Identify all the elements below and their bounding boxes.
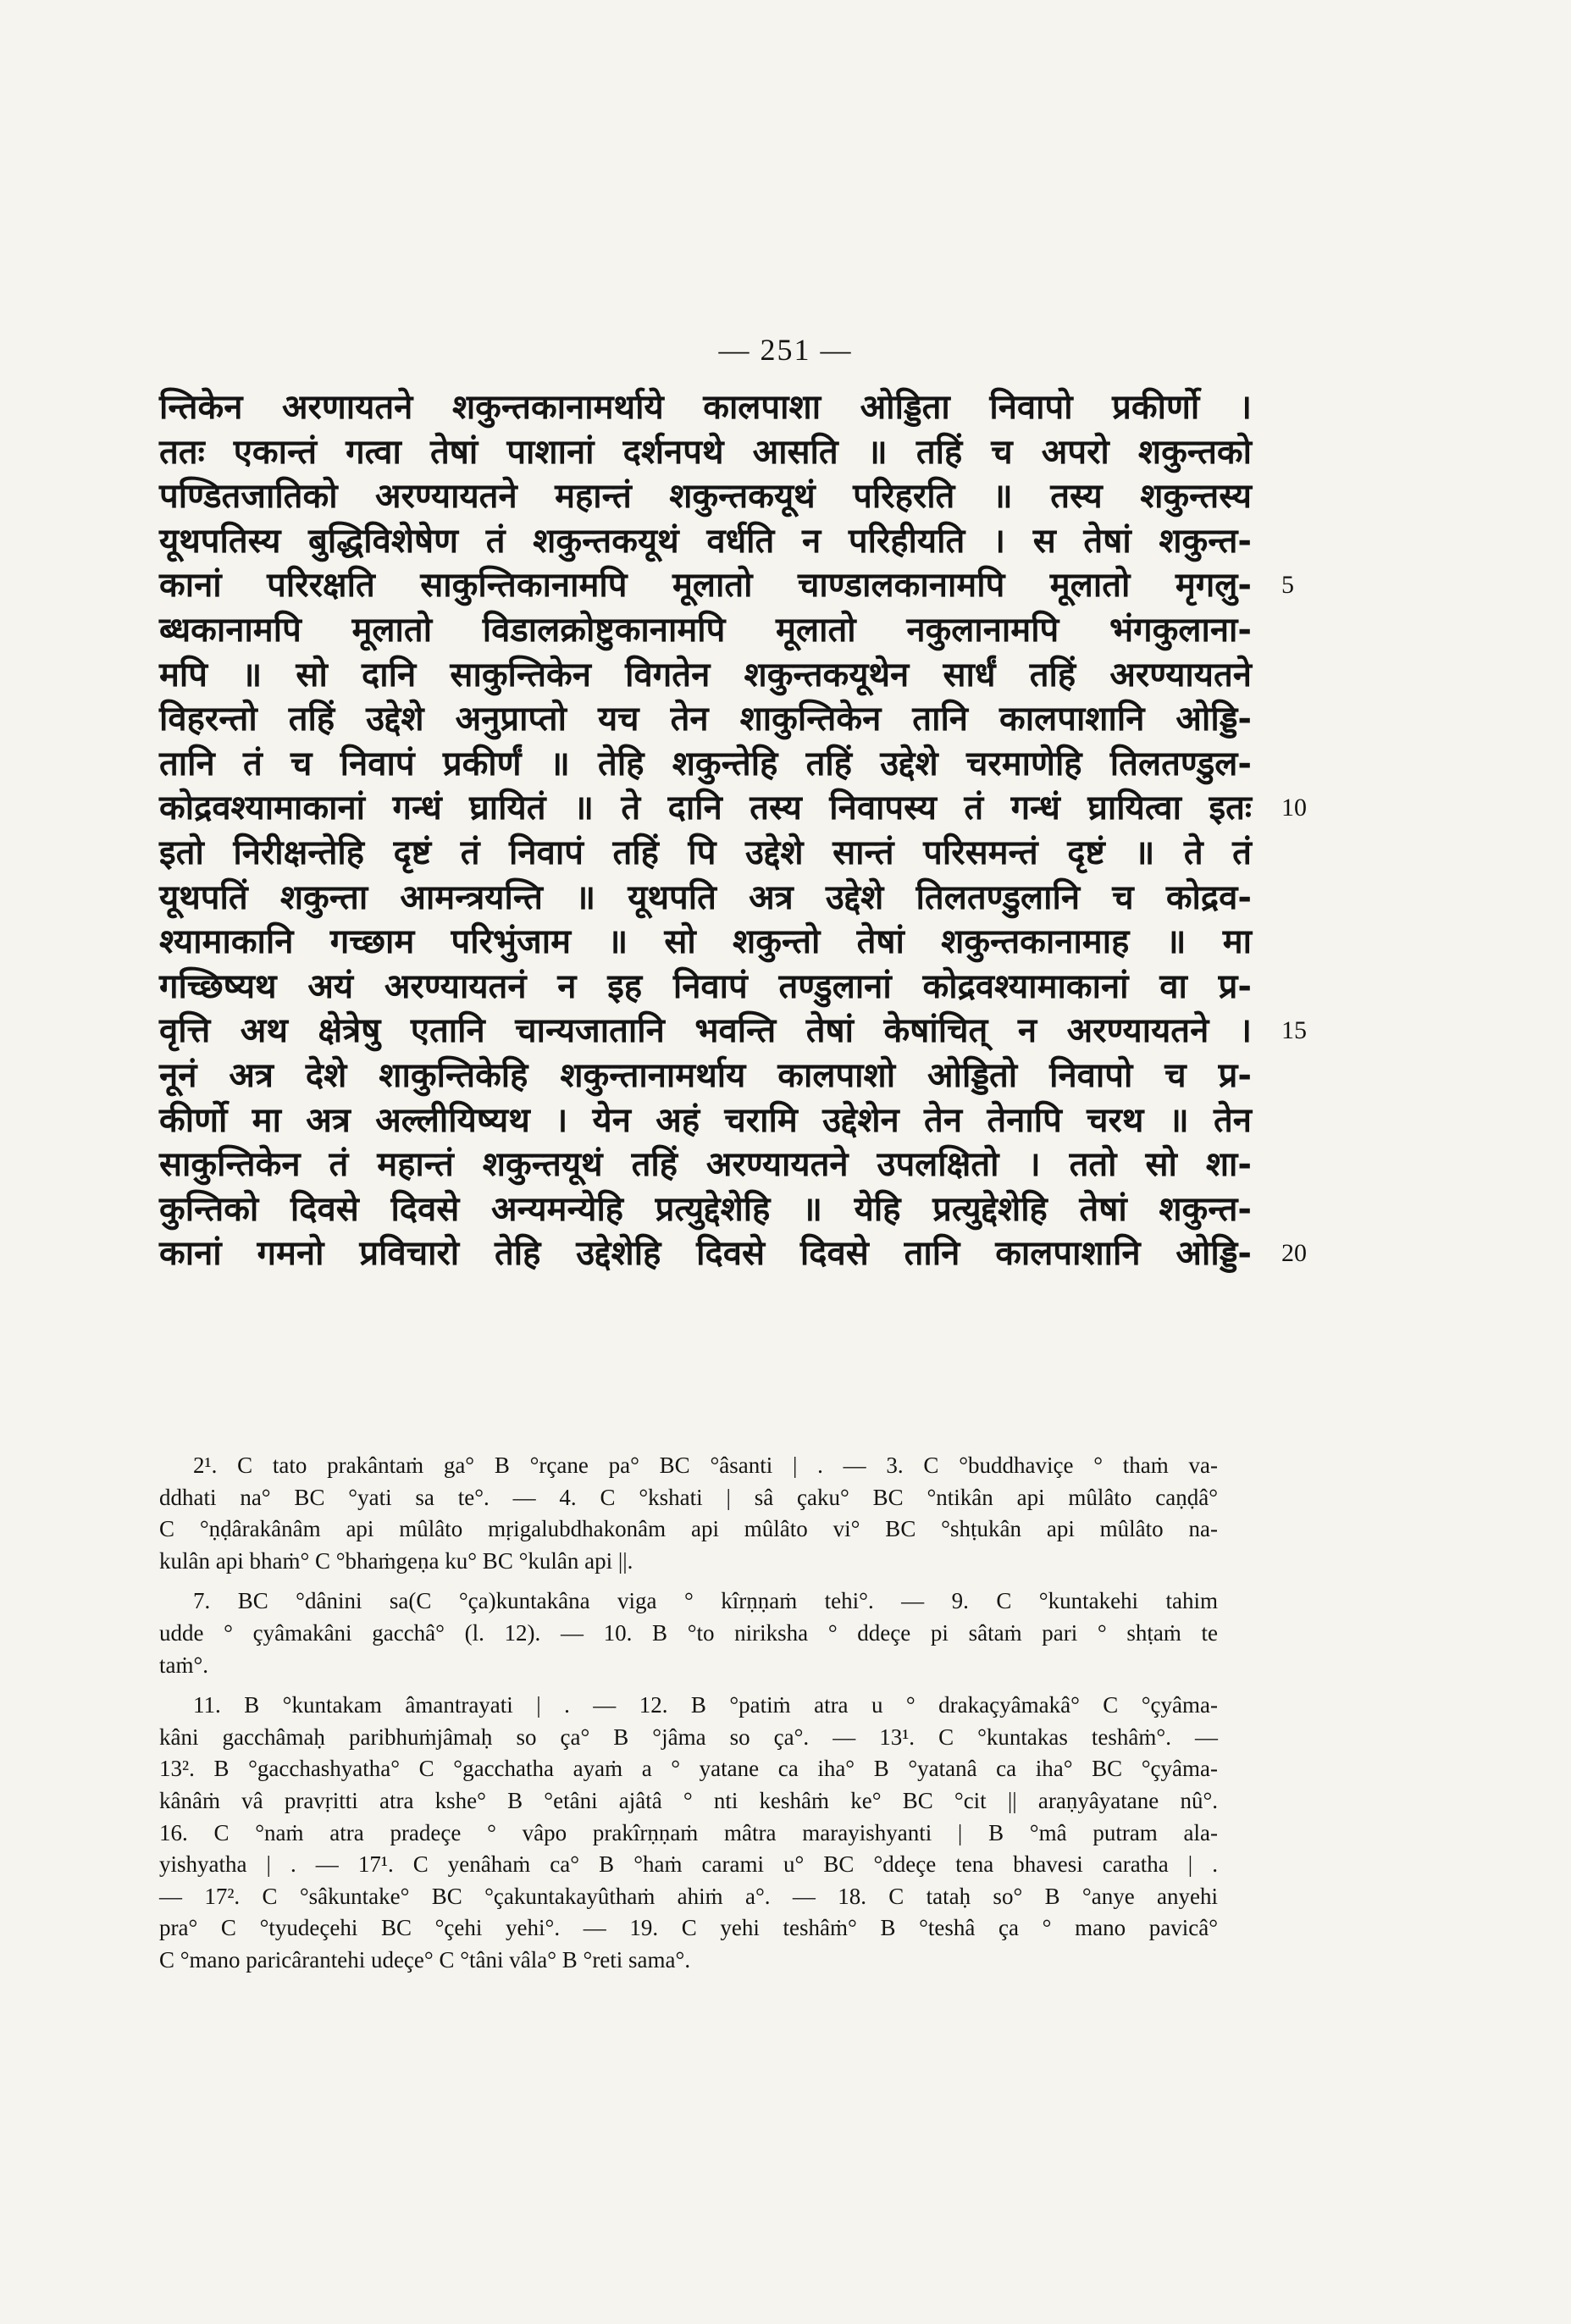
text-line bbox=[159, 697, 1252, 742]
footnote-line: taṁ°. bbox=[159, 1652, 209, 1678]
footnote-line: ddhati na° BC °yati sa te°. — 4. C °kshati | sâ çaku° BC °ntikân api mûlâto caṇḍâ° bbox=[159, 1484, 1218, 1510]
text-line bbox=[159, 920, 1252, 965]
text-line bbox=[159, 876, 1252, 921]
page-number: — 251 — bbox=[718, 333, 853, 367]
footnote-line: kâni gacchâmaḥ paribhuṁjâmaḥ so ça° B °jâma so ça°. — 13¹. C °kuntakas teshâṁ°. — bbox=[159, 1724, 1218, 1750]
text-line bbox=[159, 786, 1307, 831]
text-line bbox=[159, 1009, 1307, 1054]
footnote-line: yishyatha | . — 17¹. C yenâhaṁ ca° B °haṁ carami u° BC °ddeçe tena bhavesi caratha | . bbox=[159, 1851, 1218, 1878]
text-line bbox=[159, 608, 1252, 653]
text-line bbox=[159, 965, 1252, 1010]
line-text: कुन्तिको दिवसे दिवसे अन्यमन्येहि प्रत्युद्देशेहि ॥ येहि प्रत्युद्देशेहि तेषां शकुन्त- bbox=[159, 1189, 1252, 1229]
text-line bbox=[159, 519, 1252, 564]
text-line bbox=[159, 563, 1294, 608]
line-text: इतो निरीक्षन्तेहि दृष्टं तं निवापं तहिं पि उद्देशे सान्तं परिसमन्तं दृष्टं ॥ ते तं bbox=[159, 833, 1252, 872]
line-text: न्तिकेन अरणायतने शकुन्तकानामर्थाये कालपाशा ओड्डिता निवापो प्रकीर्णो । bbox=[159, 388, 1252, 427]
note-gap bbox=[159, 1681, 1218, 1690]
line-text: कोद्रवश्यामाकानां गन्धं घ्रायितं ॥ ते दानि तस्य निवापस्य तं गन्धं घ्रायित्वा इतः bbox=[159, 788, 1252, 828]
footnote-line: pra° C °tyudeçehi BC °çehi yehi°. — 19. C yehi teshâṁ° B °teshâ ça ° mano pavicâ° bbox=[159, 1915, 1218, 1941]
text-line bbox=[159, 430, 1252, 475]
line-text: तानि तं च निवापं प्रकीर्णं ॥ तेहि शकुन्तेहि तहिं उद्देशे चरमाणेहि तिलतण्डुल- bbox=[159, 744, 1252, 783]
text-line bbox=[159, 474, 1252, 519]
text-line bbox=[159, 831, 1252, 876]
line-number: 15 bbox=[1281, 1016, 1307, 1045]
line-text: वृत्ति अथ क्षेत्रेषु एतानि चान्यजातानि भवन्ति तेषां केषांचित् न अरण्यायतने । bbox=[159, 1011, 1252, 1051]
line-text: यूथपतिं शकुन्ता आमन्त्रयन्ति ॥ यूथपति अत्र उद्देशे तिलतण्डुलानि च कोद्रव- bbox=[159, 877, 1252, 917]
line-number: 5 bbox=[1281, 571, 1294, 600]
note-gap bbox=[159, 1577, 1218, 1585]
line-text: यूथपतिस्य बुद्धिविशेषेण तं शकुन्तकयूथं वर्धति न परिहीयति । स तेषां शकुन्त- bbox=[159, 521, 1252, 561]
footnote-line: 16. C °naṁ atra pradeçe ° vâpo prakîrṇṇaṁ mâtra marayishyanti | B °mâ putram ala- bbox=[159, 1819, 1218, 1845]
line-text: गच्छिष्यथ अयं अरण्यायतनं न इह निवापं तण्डुलानां कोद्रवश्यामाकानां वा प्र- bbox=[159, 966, 1252, 1006]
line-text: नूनं अत्र देशे शाकुन्तिकेहि शकुन्तानामर्थाय कालपाशो ओड्डितो निवापो च प्र- bbox=[159, 1055, 1252, 1095]
text-line bbox=[159, 1231, 1307, 1276]
footnote-line: 11. B °kuntakam âmantrayati | . — 12. B °patiṁ atra u ° drakaçyâmakâ° C °çyâma- bbox=[193, 1692, 1218, 1718]
sanskrit-text bbox=[159, 385, 1307, 1276]
text-line bbox=[159, 653, 1252, 698]
line-text: श्यामाकानि गच्छाम परिभुंजाम ॥ सो शकुन्तो तेषां शकुन्तकानामाह ॥ मा bbox=[159, 922, 1252, 962]
line-text: मपि ॥ सो दानि साकुन्तिकेन विगतेन शकुन्तकयूथेन सार्धं तहिं अरण्यायतने bbox=[159, 655, 1252, 694]
line-number: 10 bbox=[1281, 794, 1307, 822]
footnote-line: kânâṁ vâ pravṛitti atra kshe° B °etâni ajâtâ ° nti keshâṁ ke° BC °cit || araṇyâyatane nû°. bbox=[159, 1787, 1218, 1813]
text-line bbox=[159, 1143, 1252, 1187]
footnote-line: 2¹. C tato prakântaṁ ga° B °rçane pa° BC °âsanti | . — 3. C °buddhaviçe ° thaṁ va- bbox=[193, 1452, 1218, 1478]
footnote-line: udde ° çyâmakâni gacchâ° (l. 12). — 10. B °to niriksha ° ddeçe pi sâtaṁ pari ° shṭaṁ te bbox=[159, 1619, 1218, 1646]
footnote-line: 13². B °gacchashyatha° C °gacchatha ayaṁ a ° yatane ca iha° B °yatanâ ca iha° BC °çyâma- bbox=[159, 1756, 1218, 1782]
line-number: 20 bbox=[1281, 1239, 1307, 1268]
line-text: कानां गमनो प्रविचारो तेहि उद्देशेहि दिवसे दिवसे तानि कालपाशानि ओड्डि- bbox=[159, 1234, 1252, 1274]
text-line bbox=[159, 1054, 1252, 1098]
line-text: ततः एकान्तं गत्वा तेषां पाशानां दर्शनपथे आसति ॥ तहिं च अपरो शकुन्तको bbox=[159, 432, 1252, 472]
line-text: कानां परिरक्षति साकुन्तिकानामपि मूलातो चाण्डालकानामपि मूलातो मृगलु- bbox=[159, 566, 1252, 606]
footnotes bbox=[159, 1450, 1218, 1977]
line-text: विहरन्तो तहिं उद्देशे अनुप्राप्तो यच तेन शाकुन्तिकेन तानि कालपाशानि ओड्डि- bbox=[159, 700, 1252, 739]
text-line bbox=[159, 1187, 1252, 1232]
footnote-line: — 17². C °sâkuntake° BC °çakuntakayûthaṁ ahiṁ a°. — 18. C tataḥ so° B °anye anyehi bbox=[159, 1883, 1218, 1909]
line-text: पण्डितजातिको अरण्यायतने महान्तं शकुन्तकयूथं परिहरति ॥ तस्य शकुन्तस्य bbox=[159, 477, 1252, 517]
line-text: कीर्णो मा अत्र अल्लीयिष्यथ । येन अहं चरामि उद्देशेन तेन तेनापि चरथ ॥ तेन bbox=[159, 1100, 1252, 1140]
footnote-line: 7. BC °dânini sa(C °ça)kuntakâna viga ° kîrṇṇaṁ tehi°. — 9. C °kuntakehi tahim bbox=[193, 1588, 1218, 1614]
text-line bbox=[159, 385, 1252, 430]
line-text: ब्धकानामपि मूलातो विडालक्रोष्टुकानामपि मूलातो नकुलानामपि भंगकुलाना- bbox=[159, 610, 1252, 650]
footnote-line: C °ṇḍârakânâm api mûlâto mṛigalubdhakonâm api mûlâto vi° BC °shṭukân api mûlâto na- bbox=[159, 1516, 1218, 1542]
footnote-line: C °mano paricârantehi udeçe° C °tâni vâla° B °reti sama°. bbox=[159, 1946, 691, 1973]
text-line bbox=[159, 1098, 1252, 1143]
text-line bbox=[159, 742, 1252, 787]
footnote-line: kulân api bhaṁ° C °bhaṁgeṇa ku° BC °kulân api ||. bbox=[159, 1547, 633, 1574]
line-text: साकुन्तिकेन तं महान्तं शकुन्तयूथं तहिं अरण्यायतने उपलक्षितो । ततो सो शा- bbox=[159, 1145, 1252, 1185]
